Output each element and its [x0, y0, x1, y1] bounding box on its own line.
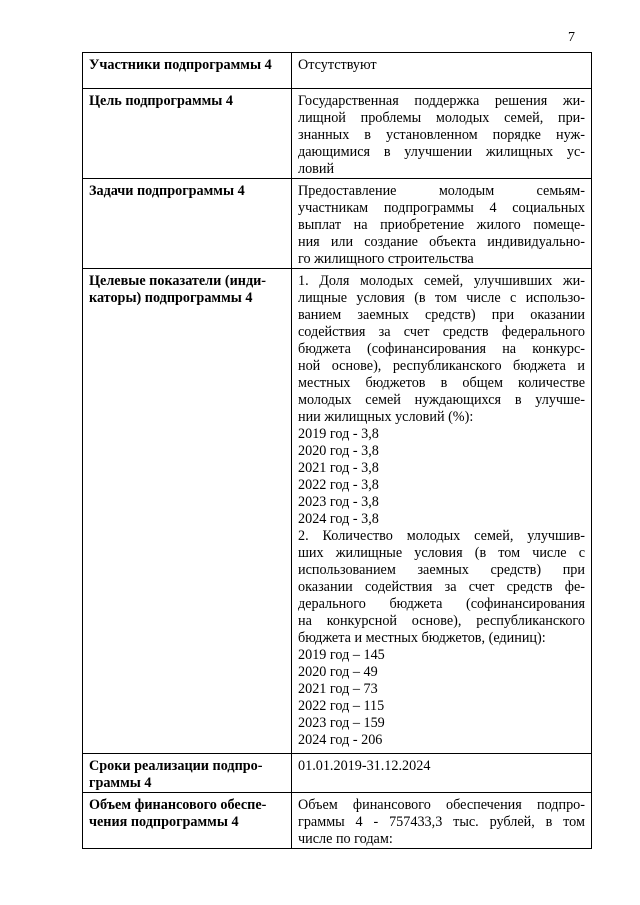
- table-row-goal: [83, 89, 592, 179]
- tasks-value: Предоставление молодым семьям- участникам подпрограммы 4 социальных выплат на приобретение жилого помеще- ния или создание объекта индивидуально- го жилищного строительства: [292, 179, 592, 269]
- table-row-timeline: [83, 754, 592, 793]
- indicators-label: Целевые показатели (инди- каторы) подпрограммы 4: [83, 269, 292, 754]
- goal-label: Цель подпрограммы 4: [83, 89, 292, 179]
- financing-label: Объем финансового обеспе- чения подпрограммы 4: [83, 793, 292, 849]
- table-row-participants: [83, 53, 592, 89]
- page-number: 7: [568, 30, 575, 45]
- table-row-tasks: [83, 179, 592, 269]
- financing-value: Объем финансового обеспечения подпро- граммы 4 - 757433,3 тыс. рублей, в том числе по годам:: [292, 793, 592, 849]
- table-row-indicators: [83, 269, 592, 754]
- table-row-financing: [83, 793, 592, 849]
- timeline-value: 01.01.2019-31.12.2024: [292, 754, 592, 793]
- tasks-label: Задачи подпрограммы 4: [83, 179, 292, 269]
- participants-value: Отсутствуют: [292, 53, 592, 89]
- goal-value: Государственная поддержка решения жи- лищной проблемы молодых семей, при- знанных в установленном порядке нуж- дающимися в улучшении жилищных ус- ловий: [292, 89, 592, 179]
- subprogram-passport-table: [82, 52, 592, 849]
- timeline-label: Сроки реализации подпро- граммы 4: [83, 754, 292, 793]
- participants-label: Участники подпрограммы 4: [83, 53, 292, 89]
- indicators-value: 1. Доля молодых семей, улучшивших жи- лищные условия (в том числе с использо- ванием заемных средств) при оказании содействия за счет средств федерального бюджета (софинансирования на конкурс- ной основе), республиканского бюджета и местных бюджетов в общем количестве молодых семей нуждающихся в улучше- нии жилищных условий (%): 2019 год - 3,8 2020 год - 3,8 2021 год - 3,8 2022 год - 3,8 2023 год - 3,8 2024 год - 3,8 2. Количество молодых семей, улучшив- ших жилищные условия (в том числе с использованием заемных средств) при оказании содействия за счет средств фе- дерального бюджета (софинансирования на конкурсной основе), республиканского бюджета и местных бюджетов, (единиц): 2019 год – 145 2020 год – 49 2021 год – 73 2022 год – 115 2023 год – 159 2024 год - 206: [292, 269, 592, 754]
